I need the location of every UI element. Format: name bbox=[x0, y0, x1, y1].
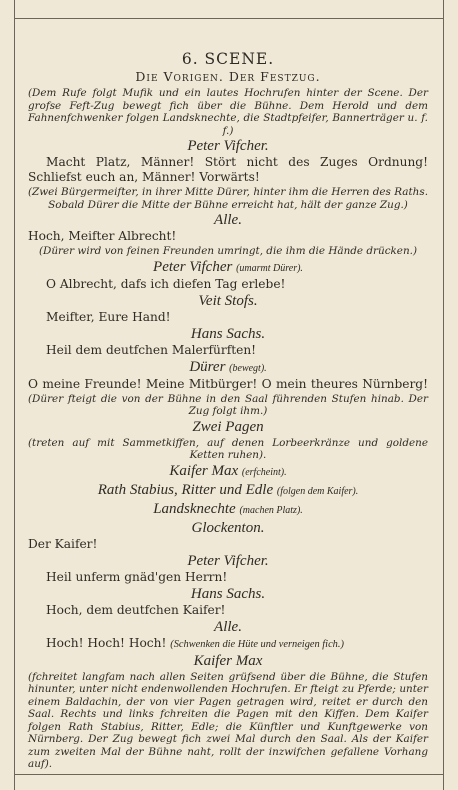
left-border-rule bbox=[14, 0, 15, 790]
speaker-direction: (machen Platz). bbox=[239, 504, 303, 516]
speaker-name: Kaifer Max bbox=[169, 462, 239, 479]
right-border-rule bbox=[443, 0, 444, 790]
speaker-line bbox=[28, 359, 428, 377]
speech-line: Hoch, dem deutfchen Kaifer! bbox=[46, 602, 226, 617]
speaker-name: Alle. bbox=[214, 618, 242, 635]
bottom-border-rule bbox=[14, 774, 444, 775]
speaker-line bbox=[28, 501, 428, 519]
stage-direction: (Dürer wird von feinen Freunden umringt, die ihm die Hände drücken.) bbox=[38, 245, 418, 257]
speech-line: Der Kaifer! bbox=[28, 536, 98, 551]
speaker-name: Hans Sachs. bbox=[190, 325, 266, 342]
speech-line: O meine Freunde! Meine Mitbürger! O mein theures Nürnberg! bbox=[28, 376, 428, 391]
speaker-name: Landsknechte bbox=[153, 500, 236, 517]
speaker-line bbox=[28, 463, 428, 481]
scene-title: 6. SCENE. bbox=[181, 50, 275, 68]
scene-subtitle: Die Vorigen. Der Festzug. bbox=[135, 69, 321, 84]
speaker-name: Glockenton. bbox=[191, 519, 265, 536]
top-border-rule bbox=[14, 18, 444, 19]
speech-line: Heil dem deutfchen Malerfürften! bbox=[46, 342, 257, 357]
speaker-line bbox=[28, 482, 428, 500]
stage-direction: (Dürer fteigt die von der Bühne in den Saal führenden Stufen hinab. Der Zug folgt ihm.) bbox=[28, 392, 428, 417]
speaker-name: Alle. bbox=[214, 212, 242, 228]
speech-text: Hoch! Hoch! Hoch! bbox=[46, 635, 167, 650]
stage-direction: (Zwei Bürgermeifter, in ihrer Mitte Dürer, hinter ihm die Herren des Raths. Sobald Dürer die Mitte der Bühne erreicht hat, hält der ganze Zug.) bbox=[28, 186, 428, 211]
speaker-name: Veit Stofs. bbox=[198, 292, 258, 309]
speech-line: Macht Platz, Männer! Stört nicht des Zuges Ordnung! bbox=[46, 155, 428, 169]
speech-line: Heil unferm gnäd'gen Herrn! bbox=[46, 569, 228, 584]
speech-direction: (Schwenken die Hüte und verneigen fich.) bbox=[170, 638, 344, 650]
speaker-name: Zwei Pagen bbox=[192, 418, 264, 435]
stage-direction: (treten auf mit Sammetkiffen, auf denen Lorbeerkränze und goldene Ketten ruhen). bbox=[28, 436, 428, 461]
speaker-direction: (erfcheint). bbox=[241, 466, 287, 478]
speaker-name: Peter Vifcher. bbox=[187, 138, 269, 154]
speaker-direction: (umarmt Dürer). bbox=[236, 262, 303, 274]
page-content bbox=[28, 52, 428, 772]
speaker-name: Hans Sachs. bbox=[190, 585, 266, 602]
speech-line: Hoch, Meifter Albrecht! bbox=[28, 229, 177, 243]
speaker-name: Peter Vifcher bbox=[153, 258, 233, 275]
speech-line: Schliefst euch an, Männer! Vorwärts! bbox=[28, 170, 260, 184]
speaker-name: Peter Vifcher. bbox=[187, 552, 269, 569]
speaker-name: Kaifer Max bbox=[193, 652, 263, 669]
stage-direction: (Dem Rufe folgt Mufik und ein lautes Hochrufen hinter der Scene. Der grofse Feft-Zug bewegt fich über die Bühne. Dem Herold und dem Fahnenfchwenker folgen Landsknechte, die Stadtpfeifer, Bannerträger u. f. f.) bbox=[28, 87, 428, 137]
speech-line: Meifter, Eure Hand! bbox=[46, 309, 171, 324]
speaker-direction: (folgen dem Kaifer). bbox=[276, 485, 359, 497]
stage-direction: (fchreitet langfam nach allen Seiten grüfsend über die Bühne, die Stufen hinunter, unter nicht endenwollenden Hochrufen. Er fteigt zu Pferde; unter einem Baldachin, der von vier Pagen getragen wird, reitet er durch den Saal. Rechts und links fchreiten die Pagen mit den Kiffen. Dem Kaifer folgen Rath Stabius, Ritter, Edle; die Künftler und Kunftgewerke von Nürnberg. Der Zug bewegt fich zwei Mal durch den Saal. Als der Kaifer zum zweiten Mal der Bühne naht, rollt der inzwifchen gefallene Vorhang auf). bbox=[28, 670, 428, 770]
speech-line bbox=[28, 636, 428, 652]
speech-line: O Albrecht, dafs ich diefen Tag erlebe! bbox=[46, 276, 286, 291]
speaker-name: Rath Stabius, Ritter und Edle bbox=[97, 481, 274, 498]
speaker-direction: (bewegt). bbox=[229, 362, 267, 374]
speaker-line bbox=[28, 259, 428, 277]
speaker-name: Dürer bbox=[189, 358, 226, 375]
